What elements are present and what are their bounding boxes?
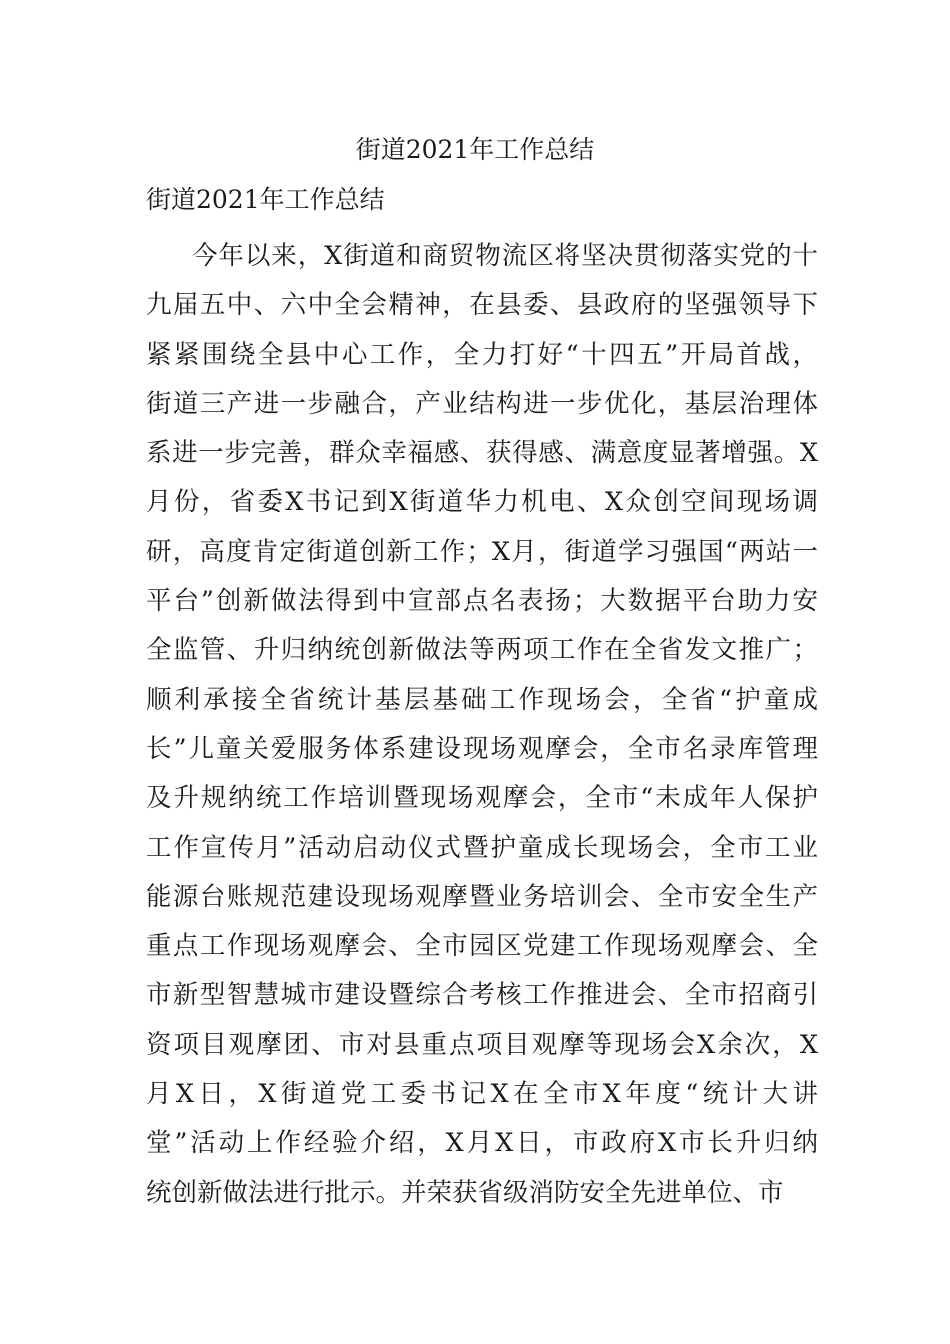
paragraph-line: 月份，省委X书记到X街道华力机电、X众创空间现场调	[146, 487, 818, 518]
paragraph-line: 系进一步完善，群众幸福感、获得感、满意度显著增强。X	[146, 438, 818, 469]
paragraph-line: 统创新做法进行批示。并荣获省级消防安全先进单位、市	[146, 1177, 784, 1208]
paragraph-line: 长”儿童关爱服务体系建设现场观摩会，全市名录库管理	[146, 733, 818, 764]
paragraph-line: 紧紧围绕全县中心工作，全力打好“十四五”开局首战，	[146, 339, 818, 370]
paragraph-line: 市新型智慧城市建设暨综合考核工作推进会、全市招商引	[146, 980, 818, 1011]
paragraph-line: 及升规纳统工作培训暨现场观摩会，全市“未成年人保护	[146, 783, 818, 814]
document-title: 街道2021年工作总结	[355, 135, 595, 164]
paragraph-line: 能源台账规范建设现场观摩暨业务培训会、全市安全生产	[146, 881, 818, 912]
paragraph-line: 九届五中、六中全会精神，在县委、县政府的坚强领导下	[146, 290, 818, 321]
paragraph-line: 今年以来，X街道和商贸物流区将坚决贯彻落实党的十	[192, 241, 818, 271]
paragraph-line: 全监管、升归纳统创新做法等两项工作在全省发文推广；	[146, 635, 818, 666]
body-paragraph	[146, 232, 818, 1218]
paragraph-line: 重点工作现场观摩会、全市园区党建工作现场观摩会、全	[146, 931, 818, 962]
paragraph-line: 街道三产进一步融合，产业结构进一步优化，基层治理体	[146, 388, 818, 419]
paragraph-line: 堂”活动上作经验介绍，X月X日，市政府X市长升归纳	[146, 1128, 818, 1159]
paragraph-line: 平台”创新做法得到中宣部点名表扬；大数据平台助力安	[146, 586, 818, 617]
paragraph-line: 研，高度肯定街道创新工作；X月，街道学习强国“两站一	[146, 536, 818, 567]
paragraph-line: 顺利承接全省统计基层基础工作现场会，全省“护童成	[146, 684, 818, 715]
document-subtitle: 街道2021年工作总结	[146, 185, 385, 214]
paragraph-line: 工作宣传月”活动启动仪式暨护童成长现场会，全市工业	[146, 832, 818, 863]
paragraph-line: 资项目观摩团、市对县重点项目观摩等现场会X余次，X	[146, 1029, 818, 1060]
paragraph-line: 月X日，X街道党工委书记X在全市X年度“统计大讲	[146, 1079, 818, 1110]
